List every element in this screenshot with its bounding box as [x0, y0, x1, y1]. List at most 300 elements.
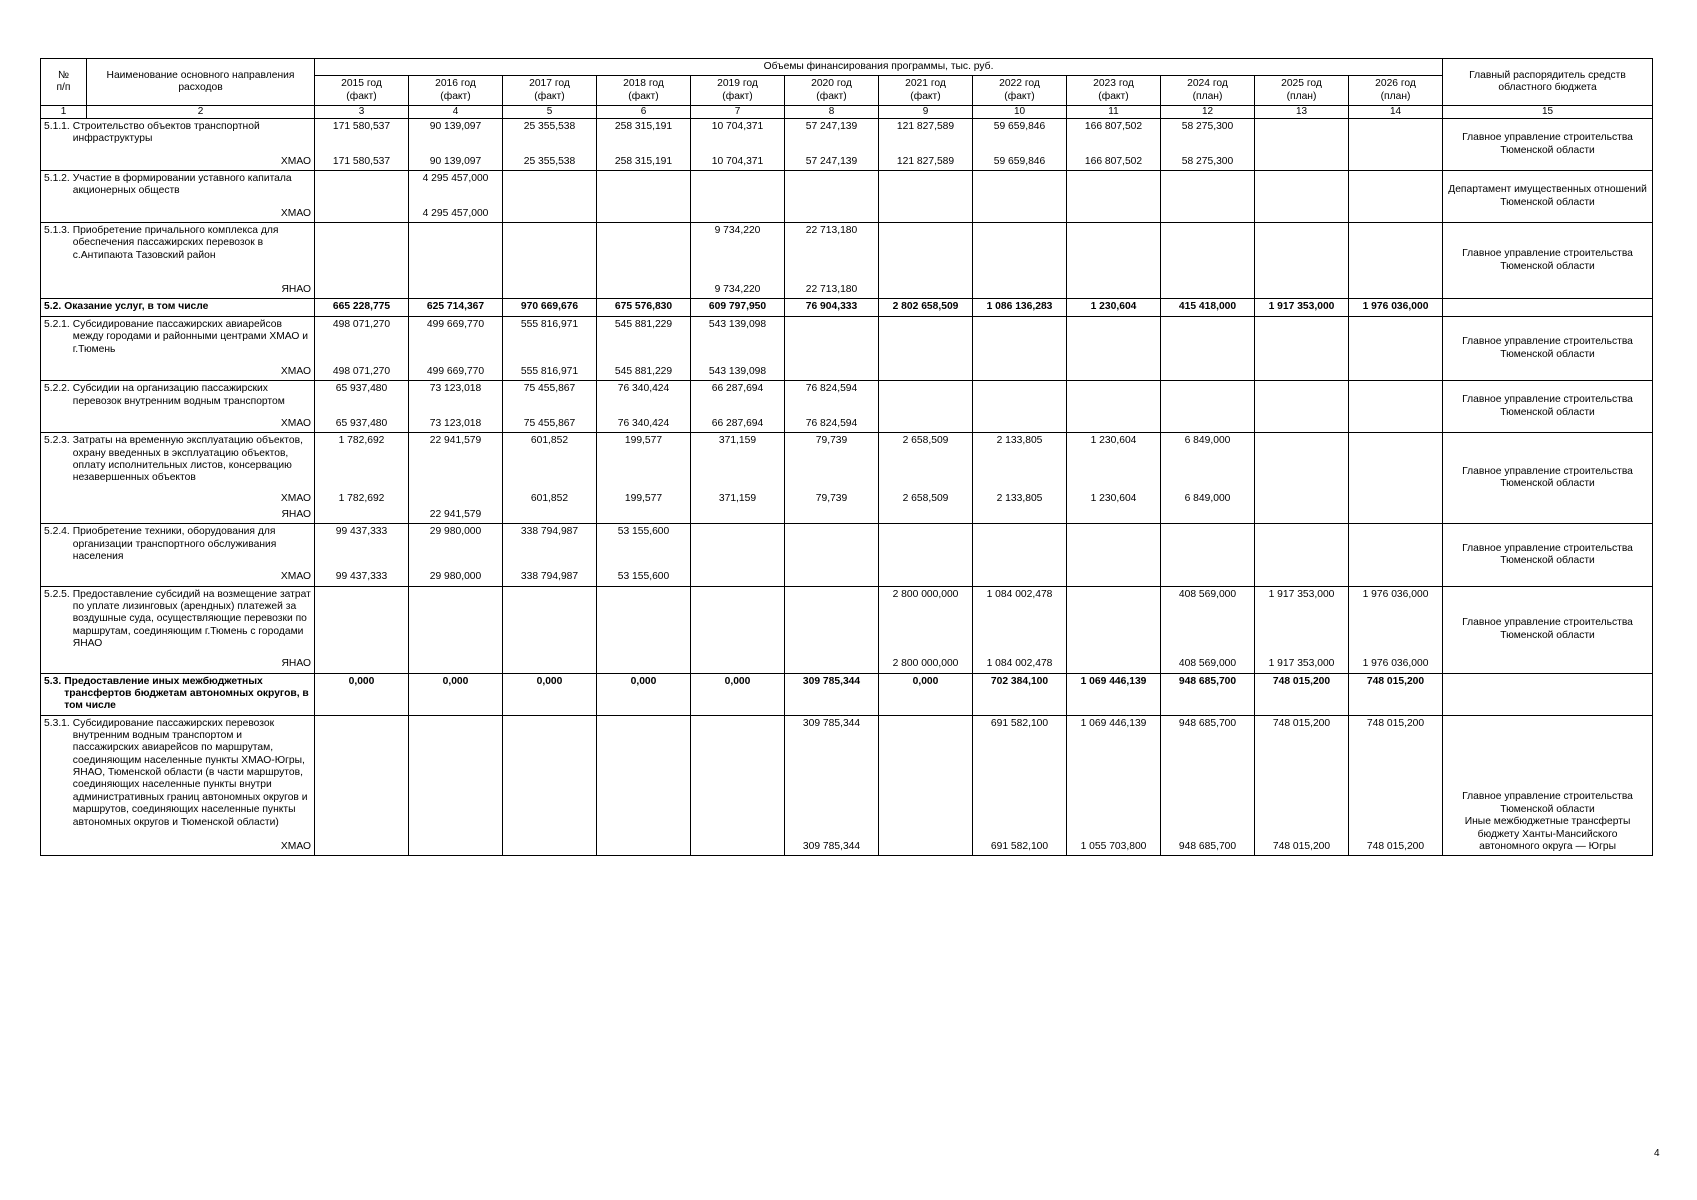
region-value-cell	[597, 656, 691, 673]
header-year-label: 2018 год	[623, 78, 664, 90]
region-value-cell: 601,852	[503, 491, 597, 507]
region-value-cell	[1067, 656, 1161, 673]
row-name: Предоставление иных межбюджетных трансфертов бюджетам автономных округов, в том числе	[64, 675, 309, 712]
region-value-cell: 555 816,971	[503, 364, 597, 381]
distributor-cell: Главное управление строительства Тюменской области	[1443, 381, 1653, 433]
region-value-cell: 408 569,000	[1161, 656, 1255, 673]
value-cell	[1161, 171, 1255, 206]
value-cell: 1 086 136,283	[973, 299, 1067, 316]
value-cell: 0,000	[597, 673, 691, 715]
header-funding: Объемы финансирования программы, тыс. руб.	[315, 59, 1443, 76]
region-value-cell	[879, 839, 973, 856]
region-value-cell: 2 658,509	[879, 491, 973, 507]
value-cell: 171 580,537	[315, 119, 409, 154]
value-cell: 748 015,200	[1255, 673, 1349, 715]
value-cell	[691, 586, 785, 656]
value-cell	[597, 223, 691, 283]
table-row	[41, 524, 1653, 570]
region-value-cell: 748 015,200	[1255, 839, 1349, 856]
region-value-cell: 338 794,987	[503, 569, 597, 586]
region-value-cell	[409, 491, 503, 507]
distributor-cell	[1443, 673, 1653, 715]
region-value-cell: 6 849,000	[1161, 491, 1255, 507]
region-value-cell	[879, 282, 973, 299]
value-cell: 0,000	[315, 673, 409, 715]
value-cell: 199,577	[597, 433, 691, 491]
header-year-label: 2019 год	[717, 78, 758, 90]
value-cell: 6 849,000	[1161, 433, 1255, 491]
value-cell	[1067, 171, 1161, 206]
value-cell: 1 069 446,139	[1067, 673, 1161, 715]
value-cell	[315, 715, 409, 839]
table-row	[41, 433, 1653, 491]
region-value-cell	[1161, 569, 1255, 586]
value-cell: 73 123,018	[409, 381, 503, 416]
column-number: 8	[785, 106, 879, 119]
column-number: 12	[1161, 106, 1255, 119]
value-cell: 609 797,950	[691, 299, 785, 316]
region-value-cell	[503, 282, 597, 299]
value-cell: 258 315,191	[597, 119, 691, 154]
distributor-cell: Главное управление строительства Тюменской области Иные межбюджетные трансферты бюджету Ханты-Мансийского автономного округа — Югры	[1443, 715, 1653, 855]
region-value-cell: 309 785,344	[785, 839, 879, 856]
region-value-cell: 171 580,537	[315, 154, 409, 171]
value-cell	[1067, 586, 1161, 656]
region-value-cell	[1067, 364, 1161, 381]
region-value-cell	[597, 507, 691, 524]
row-code: 5.1.1.	[44, 121, 70, 133]
row-title-cell	[41, 715, 315, 839]
row-title-cell	[41, 316, 315, 364]
value-cell: 498 071,270	[315, 316, 409, 364]
region-value-cell: 2 800 000,000	[879, 656, 973, 673]
value-cell	[879, 171, 973, 206]
region-value-cell	[691, 507, 785, 524]
column-number: 14	[1349, 106, 1443, 119]
region-value-cell: 59 659,846	[973, 154, 1067, 171]
region-value-cell: 258 315,191	[597, 154, 691, 171]
value-cell: 25 355,538	[503, 119, 597, 154]
region-value-cell	[973, 416, 1067, 433]
region-value-cell: 73 123,018	[409, 416, 503, 433]
value-cell: 58 275,300	[1161, 119, 1255, 154]
region-value-cell	[503, 839, 597, 856]
region-value-cell: 76 340,424	[597, 416, 691, 433]
region-value-cell	[503, 656, 597, 673]
row-name: Предоставление субсидий на возмещение затрат по уплате лизинговых (арендных) платежей за воздушные суда, осуществляющие перевозки по маршрутам, соединяющим г.Тюмень с городами ЯНАО	[72, 588, 311, 650]
table-row	[41, 381, 1653, 416]
value-cell	[1349, 223, 1443, 283]
value-cell	[409, 223, 503, 283]
value-cell	[785, 524, 879, 570]
header-year-kind: (план)	[1192, 90, 1223, 102]
value-cell: 66 287,694	[691, 381, 785, 416]
value-cell	[1067, 381, 1161, 416]
header-year-1	[315, 76, 409, 106]
column-number: 4	[409, 106, 503, 119]
value-cell	[785, 171, 879, 206]
column-number: 10	[973, 106, 1067, 119]
row-code: 5.2.4.	[44, 526, 70, 538]
value-cell	[409, 715, 503, 839]
value-cell	[1255, 433, 1349, 491]
value-cell	[1067, 524, 1161, 570]
region-value-cell	[1349, 154, 1443, 171]
header-year-label: 2017 год	[529, 78, 570, 90]
region-label: ХМАО	[41, 416, 315, 433]
region-value-cell	[1067, 206, 1161, 223]
value-cell: 0,000	[879, 673, 973, 715]
header-name: Наименование основного направления расходов	[87, 59, 315, 106]
region-label: ХМАО	[41, 154, 315, 171]
region-value-cell	[1255, 491, 1349, 507]
column-number: 1	[41, 106, 87, 119]
header-year-label: 2021 год	[905, 78, 946, 90]
region-label: ХМАО	[41, 364, 315, 381]
value-cell: 166 807,502	[1067, 119, 1161, 154]
region-value-cell: 1 782,692	[315, 491, 409, 507]
region-value-cell	[1349, 491, 1443, 507]
region-label: ЯНАО	[41, 282, 315, 299]
value-cell: 408 569,000	[1161, 586, 1255, 656]
region-value-cell: 948 685,700	[1161, 839, 1255, 856]
header-year-11	[1255, 76, 1349, 106]
header-year-label: 2015 год	[341, 78, 382, 90]
value-cell: 948 685,700	[1161, 673, 1255, 715]
region-label: ЯНАО	[41, 656, 315, 673]
header-year-label: 2023 год	[1093, 78, 1134, 90]
header-distributor: Главный распорядитель средств областного бюджета	[1443, 59, 1653, 106]
value-cell	[879, 381, 973, 416]
region-value-cell: 2 133,805	[973, 491, 1067, 507]
value-cell: 371,159	[691, 433, 785, 491]
value-cell	[1255, 223, 1349, 283]
value-cell	[1161, 381, 1255, 416]
row-name: Строительство объектов транспортной инфраструктуры	[72, 121, 260, 145]
column-number: 5	[503, 106, 597, 119]
region-value-cell	[315, 656, 409, 673]
value-cell	[691, 715, 785, 839]
region-value-cell	[503, 206, 597, 223]
region-value-cell: 75 455,867	[503, 416, 597, 433]
header-year-7	[879, 76, 973, 106]
region-value-cell: 76 824,594	[785, 416, 879, 433]
row-name: Затраты на временную эксплуатацию объектов, охрану введенных в эксплуатацию объектов, оплату исполнительных листов, консервацию незавершенных объектов	[72, 435, 303, 484]
row-name: Оказание услуг, в том числе	[64, 301, 209, 313]
value-cell	[1349, 316, 1443, 364]
region-value-cell	[315, 507, 409, 524]
value-cell	[691, 171, 785, 206]
region-value-cell	[691, 206, 785, 223]
region-value-cell	[1255, 507, 1349, 524]
region-value-cell: 90 139,097	[409, 154, 503, 171]
region-value-cell: 1 230,604	[1067, 491, 1161, 507]
column-number: 3	[315, 106, 409, 119]
value-cell: 1 069 446,139	[1067, 715, 1161, 839]
value-cell: 1 782,692	[315, 433, 409, 491]
value-cell: 309 785,344	[785, 715, 879, 839]
value-cell	[1255, 119, 1349, 154]
region-value-cell	[1255, 154, 1349, 171]
header-year-kind: (факт)	[534, 90, 565, 102]
value-cell: 9 734,220	[691, 223, 785, 283]
region-value-cell	[1349, 507, 1443, 524]
region-value-cell	[785, 507, 879, 524]
region-value-cell	[785, 364, 879, 381]
column-number: 6	[597, 106, 691, 119]
row-code: 5.2.2.	[44, 383, 70, 395]
value-cell: 309 785,344	[785, 673, 879, 715]
value-cell: 691 582,100	[973, 715, 1067, 839]
value-cell: 0,000	[409, 673, 503, 715]
header-year-10	[1161, 76, 1255, 106]
distributor-cell: Главное управление строительства Тюменской области	[1443, 524, 1653, 586]
column-number: 11	[1067, 106, 1161, 119]
page-number: 4	[1654, 1148, 1660, 1159]
value-cell: 1 976 036,000	[1349, 299, 1443, 316]
region-value-cell	[1255, 416, 1349, 433]
value-cell	[597, 586, 691, 656]
table-row	[41, 223, 1653, 283]
value-cell	[503, 715, 597, 839]
value-cell	[879, 316, 973, 364]
value-cell: 57 247,139	[785, 119, 879, 154]
region-value-cell: 29 980,000	[409, 569, 503, 586]
region-value-cell	[1349, 206, 1443, 223]
region-value-cell	[973, 507, 1067, 524]
header-year-8	[973, 76, 1067, 106]
value-cell: 121 827,589	[879, 119, 973, 154]
region-value-cell	[879, 569, 973, 586]
value-cell: 601,852	[503, 433, 597, 491]
region-value-cell: 498 071,270	[315, 364, 409, 381]
region-value-cell: 4 295 457,000	[409, 206, 503, 223]
distributor-cell: Главное управление строительства Тюменской области	[1443, 119, 1653, 171]
region-value-cell: 371,159	[691, 491, 785, 507]
row-title-cell	[41, 673, 315, 715]
region-value-cell	[1255, 569, 1349, 586]
region-value-cell: 58 275,300	[1161, 154, 1255, 171]
region-value-cell	[409, 656, 503, 673]
region-row	[41, 569, 1653, 586]
region-value-cell: 545 881,229	[597, 364, 691, 381]
region-value-cell	[1067, 416, 1161, 433]
row-title-cell	[41, 299, 315, 316]
region-value-cell: 79,739	[785, 491, 879, 507]
column-number: 13	[1255, 106, 1349, 119]
region-value-cell: 1 976 036,000	[1349, 656, 1443, 673]
distributor-cell: Главное управление строительства Тюменской области	[1443, 586, 1653, 673]
value-cell: 1 917 353,000	[1255, 299, 1349, 316]
region-value-cell	[1161, 507, 1255, 524]
value-cell	[785, 316, 879, 364]
value-cell: 2 658,509	[879, 433, 973, 491]
region-value-cell	[597, 839, 691, 856]
region-row	[41, 491, 1653, 507]
value-cell	[973, 171, 1067, 206]
header-year-kind: (факт)	[440, 90, 471, 102]
value-cell: 0,000	[503, 673, 597, 715]
value-cell	[503, 223, 597, 283]
column-number: 2	[87, 106, 315, 119]
distributor-cell: Главное управление строительства Тюменской области	[1443, 433, 1653, 524]
region-value-cell: 53 155,600	[597, 569, 691, 586]
region-row	[41, 416, 1653, 433]
value-cell	[973, 223, 1067, 283]
value-cell: 2 802 658,509	[879, 299, 973, 316]
row-code: 5.2.5.	[44, 588, 70, 600]
region-value-cell	[691, 569, 785, 586]
region-value-cell	[785, 569, 879, 586]
header-year-label: 2016 год	[435, 78, 476, 90]
value-cell	[315, 586, 409, 656]
row-title-cell	[41, 171, 315, 206]
value-cell: 543 139,098	[691, 316, 785, 364]
row-code: 5.3.1.	[44, 717, 70, 729]
row-name: Субсидирование пассажирских перевозок внутренним водным транспортом и пассажирских авиарейсов по маршрутам, соединяющим населенные пункты ХМАО-Югры, ЯНАО, Тюменской области (в части маршрутов, соединяющих населенные пункты внутри административных границ автономных округов и маршрутов, соединяющих населенные пункты автономных округов и Тюменской области)	[72, 717, 308, 828]
value-cell: 2 800 000,000	[879, 586, 973, 656]
value-cell: 22 713,180	[785, 223, 879, 283]
region-label: ХМАО	[41, 569, 315, 586]
region-value-cell: 1 917 353,000	[1255, 656, 1349, 673]
row-name: Субсидирование пассажирских авиарейсов между городами и районными центрами ХМАО и г.Тюмень	[72, 318, 309, 355]
distributor-cell: Главное управление строительства Тюменской области	[1443, 316, 1653, 380]
value-cell: 65 937,480	[315, 381, 409, 416]
value-cell: 748 015,200	[1349, 715, 1443, 839]
value-cell: 415 418,000	[1161, 299, 1255, 316]
region-value-cell	[1349, 282, 1443, 299]
row-title-cell	[41, 119, 315, 154]
region-value-cell	[315, 839, 409, 856]
row-name: Приобретение техники, оборудования для организации транспортного обслуживания населения	[72, 526, 277, 562]
region-value-cell	[503, 507, 597, 524]
header-year-kind: (факт)	[1004, 90, 1035, 102]
value-cell	[1349, 524, 1443, 570]
region-value-cell: 691 582,100	[973, 839, 1067, 856]
row-title-cell	[41, 524, 315, 570]
value-cell: 59 659,846	[973, 119, 1067, 154]
value-cell: 0,000	[691, 673, 785, 715]
region-row	[41, 364, 1653, 381]
value-cell: 29 980,000	[409, 524, 503, 570]
region-row	[41, 282, 1653, 299]
value-cell	[879, 715, 973, 839]
region-row	[41, 656, 1653, 673]
region-value-cell	[879, 507, 973, 524]
row-name: Участие в формировании уставного капитала акционерных обществ	[72, 173, 292, 197]
region-value-cell	[1255, 282, 1349, 299]
row-title-cell	[41, 586, 315, 656]
value-cell	[1161, 223, 1255, 283]
value-cell	[1349, 381, 1443, 416]
header-year-kind: (факт)	[816, 90, 847, 102]
value-cell	[503, 586, 597, 656]
region-value-cell	[973, 282, 1067, 299]
value-cell: 545 881,229	[597, 316, 691, 364]
value-cell	[315, 223, 409, 283]
value-cell: 555 816,971	[503, 316, 597, 364]
region-value-cell	[597, 206, 691, 223]
value-cell: 76 904,333	[785, 299, 879, 316]
row-name: Приобретение причального комплекса для обеспечения пассажирских перевозок в с.Антипаюта Тазовский район	[72, 225, 279, 261]
value-cell	[1067, 223, 1161, 283]
region-value-cell	[1067, 507, 1161, 524]
value-cell	[503, 171, 597, 206]
value-cell: 90 139,097	[409, 119, 503, 154]
funding-table	[40, 58, 1653, 856]
distributor-cell: Департамент имущественных отношений Тюменской области	[1443, 171, 1653, 223]
value-cell: 748 015,200	[1349, 673, 1443, 715]
header-year-label: 2020 год	[811, 78, 852, 90]
region-value-cell	[1255, 364, 1349, 381]
value-cell: 1 917 353,000	[1255, 586, 1349, 656]
row-code: 5.1.3.	[44, 225, 70, 237]
value-cell	[691, 524, 785, 570]
value-cell	[1255, 381, 1349, 416]
region-value-cell	[973, 206, 1067, 223]
row-code: 5.2.1.	[44, 318, 70, 330]
row-code: 5.3.	[44, 675, 62, 687]
value-cell	[879, 524, 973, 570]
header-year-kind: (план)	[1380, 90, 1411, 102]
region-value-cell	[1161, 282, 1255, 299]
region-row	[41, 206, 1653, 223]
value-cell: 76 340,424	[597, 381, 691, 416]
table-row	[41, 299, 1653, 316]
region-value-cell: 65 937,480	[315, 416, 409, 433]
value-cell	[973, 316, 1067, 364]
row-name: Субсидии на организацию пассажирских перевозок внутренним водным транспортом	[72, 383, 285, 407]
header-year-label: 2026 год	[1375, 78, 1416, 90]
region-value-cell	[1067, 282, 1161, 299]
row-code: 5.1.2.	[44, 173, 70, 185]
value-cell: 625 714,367	[409, 299, 503, 316]
value-cell: 499 669,770	[409, 316, 503, 364]
value-cell	[785, 586, 879, 656]
region-value-cell: 22 713,180	[785, 282, 879, 299]
region-value-cell: 66 287,694	[691, 416, 785, 433]
value-cell: 970 669,676	[503, 299, 597, 316]
value-cell: 1 084 002,478	[973, 586, 1067, 656]
region-value-cell	[1067, 569, 1161, 586]
region-value-cell	[315, 282, 409, 299]
value-cell	[1349, 171, 1443, 206]
value-cell	[409, 586, 503, 656]
row-title-cell	[41, 433, 315, 491]
value-cell	[1255, 524, 1349, 570]
region-value-cell	[973, 364, 1067, 381]
row-title-cell	[41, 381, 315, 416]
region-value-cell: 121 827,589	[879, 154, 973, 171]
value-cell	[1349, 433, 1443, 491]
region-value-cell	[691, 656, 785, 673]
region-row	[41, 154, 1653, 171]
region-value-cell	[1349, 416, 1443, 433]
region-label: ХМАО	[41, 491, 315, 507]
region-value-cell	[879, 206, 973, 223]
value-cell: 702 384,100	[973, 673, 1067, 715]
value-cell: 748 015,200	[1255, 715, 1349, 839]
value-cell	[1161, 316, 1255, 364]
region-value-cell: 1 055 703,800	[1067, 839, 1161, 856]
region-value-cell	[879, 364, 973, 381]
region-row	[41, 839, 1653, 856]
header-year-label: 2025 год	[1281, 78, 1322, 90]
table-row	[41, 715, 1653, 839]
table-row	[41, 586, 1653, 656]
value-cell	[597, 715, 691, 839]
value-cell: 76 824,594	[785, 381, 879, 416]
